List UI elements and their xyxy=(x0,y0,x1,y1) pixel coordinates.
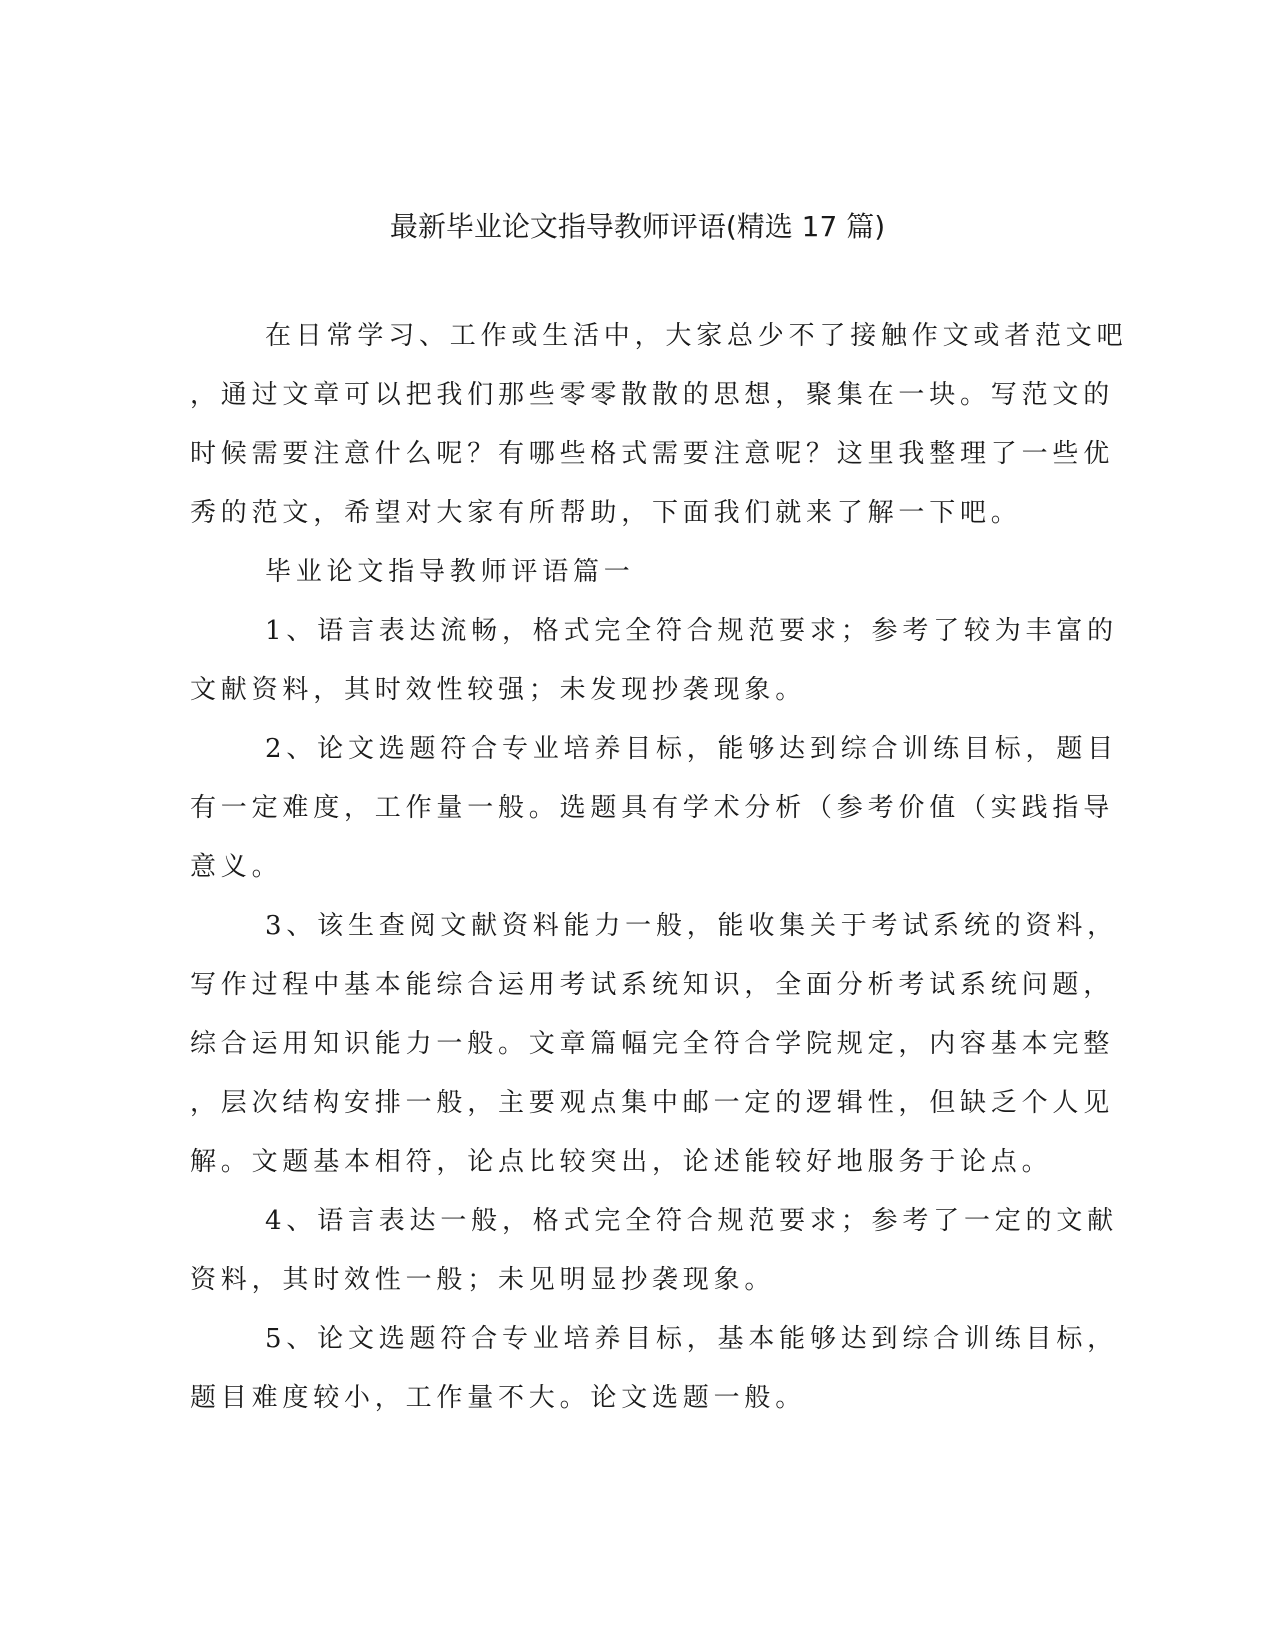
item-3-line-4: ，层次结构安排一般，主要观点集中邮一定的逻辑性，但缺乏个人见 xyxy=(190,1088,1115,1118)
intro-line-3: 时候需要注意什么呢？有哪些格式需要注意呢？这里我整理了一些优 xyxy=(190,439,1115,469)
item-3-line-2: 写作过程中基本能综合运用考试系统知识，全面分析考试系统问题， xyxy=(190,970,1115,1000)
item-2-line-3: 意义。 xyxy=(190,852,283,882)
item-2-line-2: 有一定难度，工作量一般。选题具有学术分析（参考价值（实践指导 xyxy=(190,793,1115,823)
item-1-line-2: 文献资料，其时效性较强；未发现抄袭现象。 xyxy=(190,675,807,705)
item-4-line-2: 资料，其时效性一般；未见明显抄袭现象。 xyxy=(190,1265,776,1295)
section-heading: 毕业论文指导教师评语篇一 xyxy=(265,557,635,587)
document-title: 最新毕业论文指导教师评语(精选 17 篇) xyxy=(389,210,886,243)
intro-line-2: ，通过文章可以把我们那些零零散散的思想，聚集在一块。写范文的 xyxy=(190,380,1115,410)
item-3-line-5: 解。文题基本相符，论点比较突出，论述能较好地服务于论点。 xyxy=(190,1147,1053,1177)
item-4-line-1: 4、语言表达一般，格式完全符合规范要求；参考了一定的文献 xyxy=(265,1206,1118,1236)
intro-line-1: 在日常学习、工作或生活中，大家总少不了接触作文或者范文吧 xyxy=(265,321,1128,351)
item-3-line-1: 3、该生查阅文献资料能力一般，能收集关于考试系统的资料， xyxy=(265,911,1118,941)
item-1-line-1: 1、语言表达流畅，格式完全符合规范要求；参考了较为丰富的 xyxy=(265,616,1118,646)
intro-line-4: 秀的范文，希望对大家有所帮助，下面我们就来了解一下吧。 xyxy=(190,498,1022,528)
item-5-line-2: 题目难度较小，工作量不大。论文选题一般。 xyxy=(190,1383,807,1413)
item-3-line-3: 综合运用知识能力一般。文章篇幅完全符合学院规定，内容基本完整 xyxy=(190,1029,1115,1059)
item-2-line-1: 2、论文选题符合专业培养目标，能够达到综合训练目标，题目 xyxy=(265,734,1118,764)
item-5-line-1: 5、论文选题符合专业培养目标，基本能够达到综合训练目标， xyxy=(265,1324,1118,1354)
